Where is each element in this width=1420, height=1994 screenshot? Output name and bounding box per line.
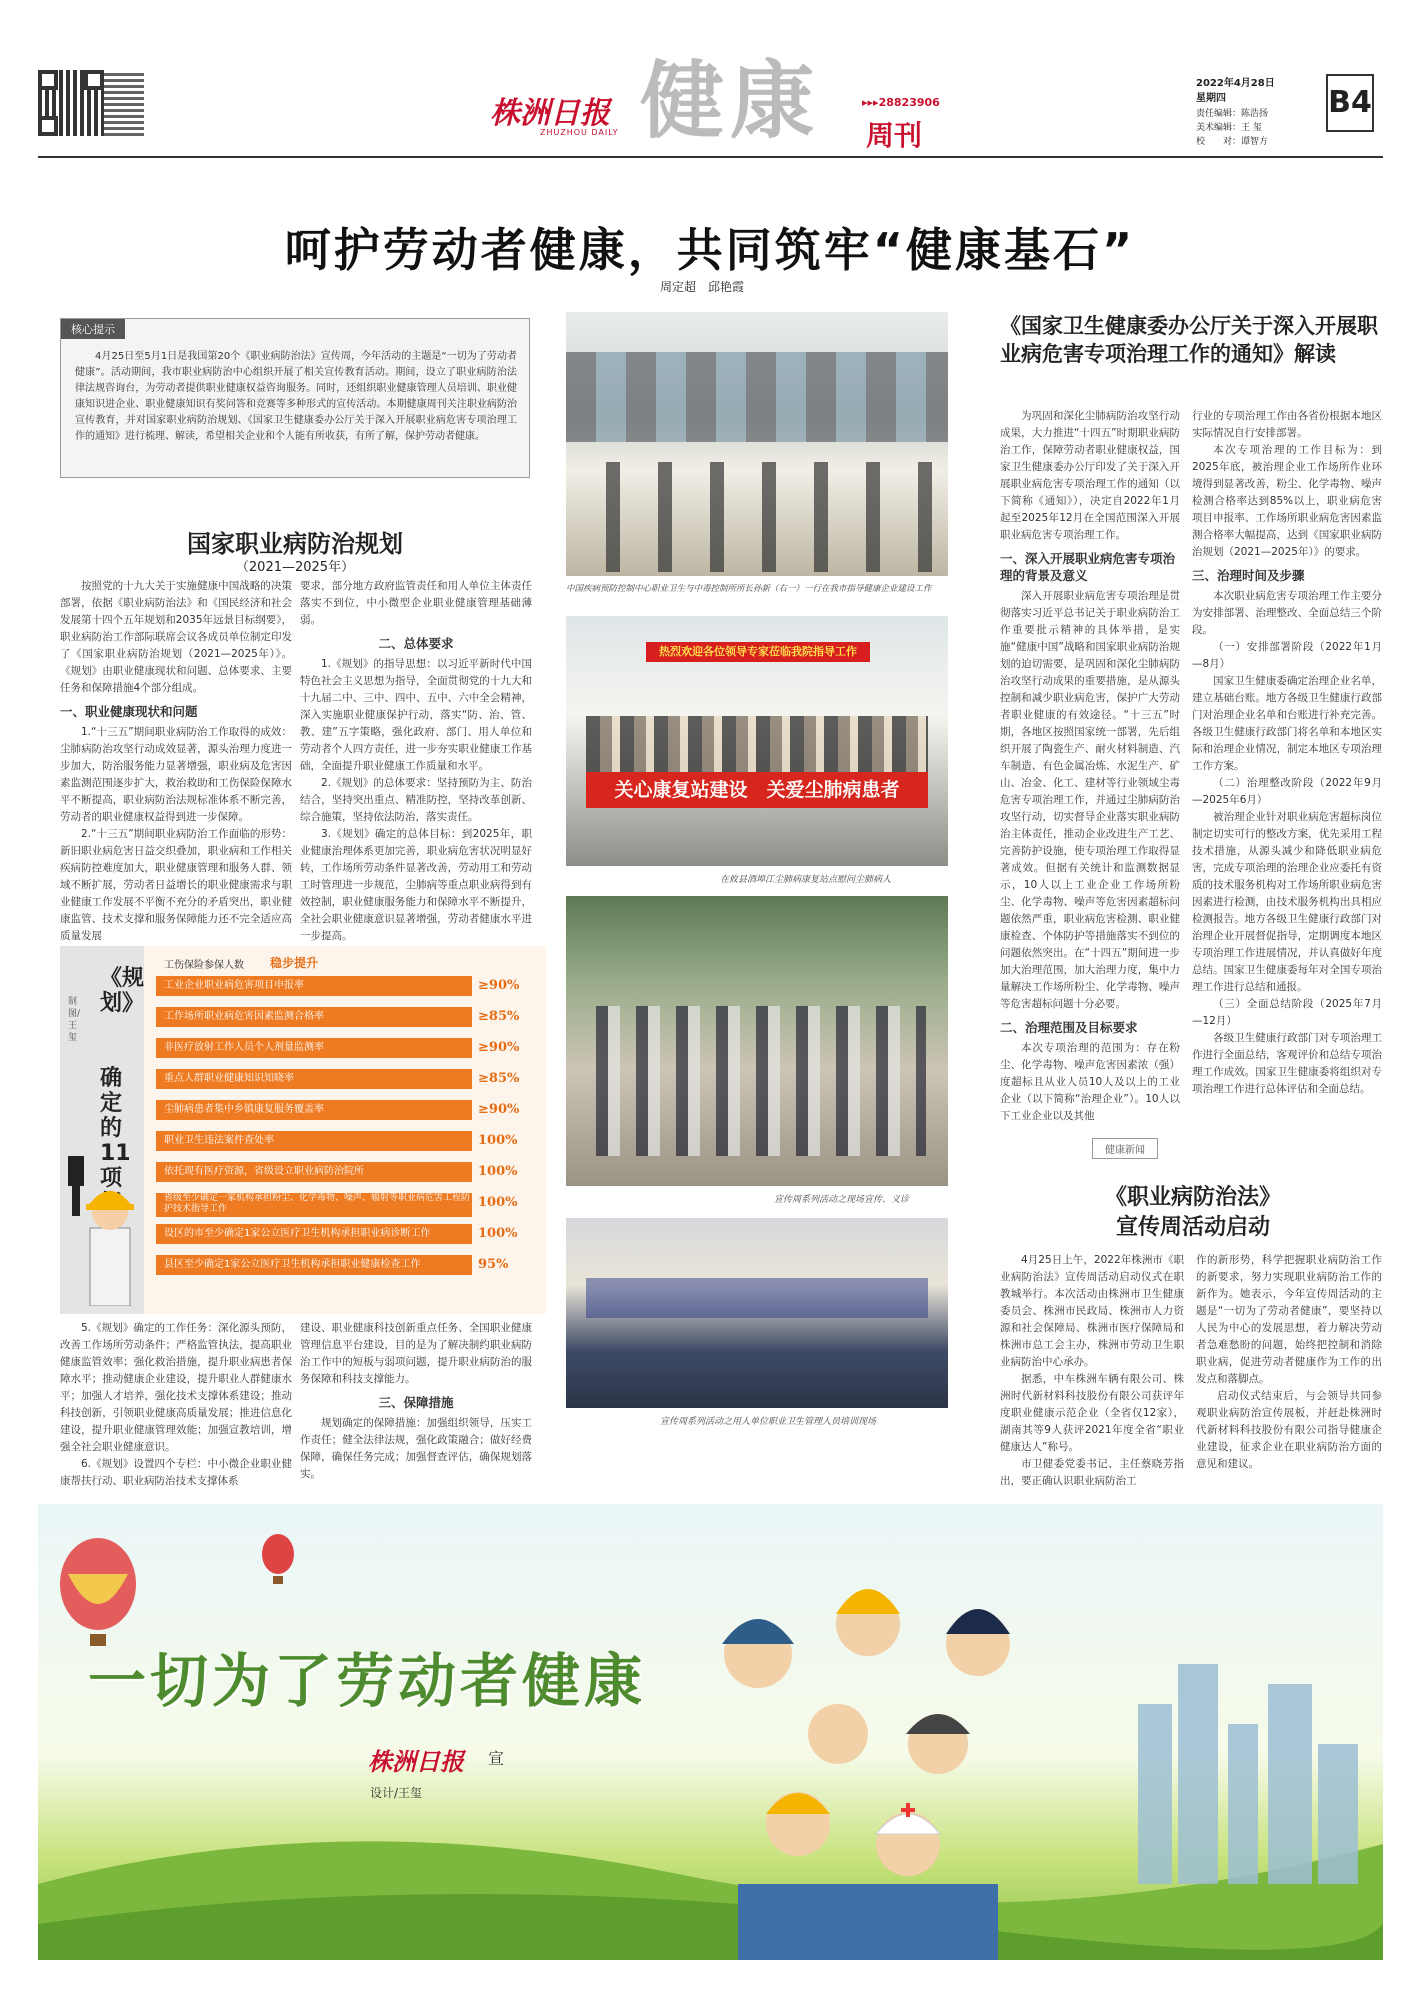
worker-figure	[68, 1156, 148, 1306]
notice-c1-p3: 本次专项治理的范围为：存在粉尘、化学毒物、噪声危害因素浓（强）度超标且从业人员10人及以上的工业企业（以下简称“治理企业”）。10人以下工业企业以及其他	[1000, 1042, 1180, 1122]
plan-c1-p2: 1.“十三五”期间职业病防治工作取得的成效：尘肺病防治攻坚行动成效显著，源头治理力度进一步加大，防治服务能力显著增强，职业病及危害因素监测范围逐步扩大，救治救助和工伤保险保障水平不断提高，职业病防治法规标准体系不断完善，劳动者的职业健康权益得到进一步保障。	[60, 726, 292, 823]
plan-c2-p3: 2.《规划》的总体要求：坚持预防为主、防治结合，坚持突出重点、精准防控，坚持改革创新、综合施策，坚持依法防治，落实责任。	[300, 777, 532, 823]
plan-c1-p1: 按照党的十九大关于实施健康中国战略的决策部署，依据《职业病防治法》和《国民经济和社会发展第十四个五年规划和2035年远景目标纲要》，职业病防治工作部际联席会议各成员单位制定印发了《国家职业病防治规划（2021—2025年）》。《规划》由职业健康现状和问题、总体要求、主要任务和保障措施4个部分组成。	[60, 580, 292, 694]
notice-c1-p1: 为巩固和深化尘肺病防治攻坚行动成果，大力推进“十四五”时期职业病防治工作，保障劳动者职业健康权益，国家卫生健康委办公厅印发了关于深入开展职业病危害专项治理工作的通知（以下简称《通知》），决定自2022年1月起至2025年12月在全国范围深入开展职业病危害专项治理工作。	[1000, 410, 1180, 541]
notice-column-2	[1192, 408, 1382, 1098]
banner-slogan: 一切为了劳动者健康	[88, 1647, 647, 1715]
notice-column-1	[1000, 408, 1180, 1125]
bottom-banner	[38, 1504, 1383, 1960]
indicator-label: 工业企业职业病危害项目申报率	[156, 976, 472, 996]
infographic-title-a: 《规划》	[100, 966, 145, 1016]
indicator-label: 县区至少确定1家公立医疗卫生机构承担职业健康检查工作	[156, 1255, 472, 1275]
news-c1-p3: 市卫健委党委书记、主任蔡晓芳指出，要正确认识职业病防治工	[1000, 1458, 1184, 1487]
headline: 呵护劳动者健康，共同筑牢“健康基石”	[284, 223, 1136, 277]
indicator-label: 非医疗放射工作人员个人剂量监测率	[156, 1038, 472, 1058]
indicator-value: 100%	[478, 1133, 518, 1148]
indicator-label: 工作场所职业病危害因素监测合格率	[156, 1007, 472, 1027]
indicator-row	[156, 1069, 536, 1089]
balloon-icon-small	[262, 1534, 294, 1584]
intro-text: 4月25日至5月1日是我国第20个《职业病防治法》宣传周，今年活动的主题是“一切为了劳动者健康”。活动期间，我市职业病防治中心组织开展了相关宣传教育活动。期间，设立了职业病防治法律法规咨询台，为劳动者提供职业健康权益咨询服务。同时，还组织职业健康管理人员培训、职业健康知识进企业、职业健康知识有奖问答和竞赛等多种形式的宣传活动。本期健康周刊关注职业病防治宣传教育，并对国家职业病防治规划、《国家卫生健康委办公厅关于深入开展职业病危害专项治理工作的通知》进行梳理、解读，希望相关企业和个人能有所收获，有所了解，保护劳动者健康。	[75, 351, 517, 442]
infographic-title-b: 确定的11项	[100, 1066, 131, 1191]
hotline-number: 28823906	[878, 96, 940, 109]
notice-c2-p8: （三）全面总结阶段（2025年7月—12月）	[1192, 998, 1382, 1027]
art-editor-credit: 美术编辑：王 玺	[1196, 123, 1262, 133]
news-column-1	[1000, 1252, 1184, 1490]
indicator-row	[156, 1007, 536, 1027]
indicator-row	[156, 1038, 536, 1058]
photo-training-caption: 宣传周系列活动之用人单位职业卫生管理人员培训现场	[660, 1417, 877, 1427]
city-skyline-icon	[1138, 1664, 1358, 1884]
paper-logo-en: ZHUZHOU DAILY	[540, 128, 619, 137]
plan-c2-heading: 二、总体要求	[378, 636, 454, 651]
issue-date: 2022年4月28日	[1196, 78, 1275, 89]
news-title-a: 《职业病防治法》	[1104, 1184, 1281, 1210]
indicator-label: 省级至少确定一家机构承担粉尘、化学毒物、噪声、辐射等职业病危害工程防护技术指导工作	[156, 1193, 472, 1217]
indicator-label: 重点人群职业健康知识知晓率	[156, 1069, 472, 1089]
news-c2-p1: 作的新形势，科学把握职业病防治工作的新要求，努力实现职业病防治工作的新作为。她表示，今年宣传周活动的主题是“一切为了劳动者健康”，要坚持以人民为中心的发展思想，着力解决劳动者急难愁盼的问题，始终把控制和消除职业病，促进劳动者健康作为工作的出发点和落脚点。	[1196, 1254, 1382, 1385]
infographic-credit: 制图/王玺	[68, 997, 81, 1043]
notice-c2-p4: （一）安排部署阶段（2022年1月—8月）	[1192, 641, 1382, 670]
qr-code-2	[104, 70, 144, 136]
plan-lower-column-2	[300, 1320, 532, 1483]
indicator-row	[156, 1224, 536, 1244]
indicator-value: ≥85%	[478, 1071, 520, 1086]
news-tag: 健康新闻	[1092, 1138, 1158, 1159]
indicator-row	[156, 1100, 536, 1120]
photo-rehab-caption: 在攸县酒埠江尘肺病康复站点慰问尘肺病人	[720, 875, 892, 885]
indicator-row	[156, 976, 536, 996]
plan-lower-c1-p2: 6.《规划》设置四个专栏：中小微企业职业健康帮扶行动、职业病防治技术支撑体系	[60, 1458, 292, 1487]
editor-credit: 责任编辑：陈浩扬	[1196, 109, 1269, 119]
balloon-icon	[60, 1538, 136, 1646]
banner-paper-name: 株洲日报	[368, 1747, 464, 1776]
proofreader-credit: 校 对：谭智方	[1196, 137, 1269, 147]
page-number: B4	[1326, 74, 1374, 132]
photo-clinic-caption: 宣传周系列活动之现场宣传、义诊	[774, 1195, 910, 1205]
news-c2-p2: 启动仪式结束后，与会领导共同参观职业病防治宣传展板，并赶赴株洲时代新材料科技股份有限公司指导健康企业建设，征求企业在职业病防治方面的意见和建议。	[1196, 1390, 1382, 1470]
plan-column-2	[300, 578, 532, 962]
notice-c1-heading-1: 一、深入开展职业病危害专项治理的背景及意义	[1000, 551, 1176, 583]
plan-c1-p3: 2.“十三五”期间职业病防治工作面临的形势：新旧职业病危害日益交织叠加，职业病和工作相关疾病防控难度加大，职业健康管理和服务人群、领域不断扩展，劳动者日益增长的职业健康需求与职业健康工作发展不平衡不充分的矛盾突出，职业健康监管、技术支撑和服务保障能力还不完全适应高质量发展	[60, 828, 292, 942]
infographic-panel	[60, 946, 546, 1314]
indicator-row	[156, 1255, 536, 1275]
indicator-value: 95%	[478, 1257, 509, 1272]
section-title: 健康	[640, 51, 821, 150]
indicator-value: ≥90%	[478, 1040, 520, 1055]
byline: 周定超 邱艳霞	[660, 280, 745, 294]
indicator-value: 100%	[478, 1164, 518, 1179]
plan-title: 国家职业病防治规划	[187, 529, 403, 558]
photo-banner-top: 热烈欢迎各位领导专家莅临我院指导工作	[646, 642, 870, 662]
notice-c2-p1: 行业的专项治理工作由各省份根据本地区实际情况自行安排部署。	[1192, 410, 1382, 439]
indicator-value: ≥90%	[478, 978, 520, 993]
infographic-head-left: 工伤保险参保人数	[164, 960, 244, 971]
photo-clinic	[566, 896, 948, 1186]
indicator-value: 100%	[478, 1226, 518, 1241]
plan-subtitle: （2021—2025年）	[235, 560, 355, 575]
plan-lower-c1-p1: 5.《规划》确定的工作任务：深化源头预防，改善工作场所劳动条件；严格监管执法，提高职业健康监管效率；强化救治措施，提升职业病患者保障水平；推动健康企业建设，提升职业人群健康水平；加强人才培养，强化技术支撑体系建设；推动科技创新，引领职业健康高质量发展；推进信息化建设，提升职业健康管理效能；加强宣教培训，增强全社会职业健康意识。	[60, 1322, 292, 1453]
indicator-label: 设区的市至少确定1家公立医疗卫生机构承担职业病诊断工作	[156, 1224, 472, 1244]
section-suffix: 周刊	[866, 119, 923, 152]
workers-group-icon	[722, 1589, 1010, 1960]
indicator-label: 尘肺病患者集中乡镇康复服务覆盖率	[156, 1100, 472, 1120]
banner-publicize: 宣	[488, 1749, 505, 1768]
indicator-value: 100%	[478, 1195, 518, 1210]
notice-c1-p2: 深入开展职业病危害专项治理是贯彻落实习近平总书记关于职业病防治工作重要批示精神的具体举措，是实施“健康中国”战略和国家职业病防治规划的迫切需要，是巩固和深化尘肺病防治攻坚行动成果的重要措施，是从源头控制和减少职业病危害，保护广大劳动者职业健康的有效途径。“十三五”时期，各地区按照国家统一部署，先后组织开展了陶瓷生产、耐火材料制造、汽车制造、有色金属冶炼、水泥生产、矿山、冶金、化工、建材等行业领域尘毒危害专项治理工作，并通过尘肺病防治攻坚行动，切实督导企业落实职业病防治主体责任，推动企业改进生产工艺、完善防护设施，使专项治理工作取得显著成效。但据有关统计和监测数据显示，10人以上工业企业工作场所粉尘、化学毒物、噪声等危害因素超标问题依然严重，职业病危害检测、职业健康检查、个体防护等措施落实不到位的问题依然突出。在“十四五”期间进一步加大治理范围，加大治理力度，集中力量解决工作场所粉尘、化学毒物、噪声等危害超标问题十分必要。	[1000, 590, 1180, 1010]
plan-c2-p1: 要求，部分地方政府监管责任和用人单位主体责任落实不到位，中小微型企业职业健康管理基础薄弱。	[300, 580, 532, 626]
indicator-row	[156, 1193, 536, 1213]
photo-banner: 关心康复站建设 关爱尘肺病患者	[586, 772, 928, 808]
news-c1-p2: 据悉，中车株洲车辆有限公司、株洲时代新材料科技股份有限公司获评年度职业健康示范企业（全省仅12家），湖南其等9人获评2021年度全省“职业健康达人”称号。	[1000, 1373, 1184, 1453]
photo-rehab-station	[566, 616, 948, 866]
plan-c2-p2: 1.《规划》的指导思想：以习近平新时代中国特色社会主义思想为指导，全面贯彻党的十九大和十九届二中、三中、四中、五中、六中全会精神，深入实施职业健康保护行动，落实“防、治、管、教、建”五字策略，强化政府、部门、用人单位和劳动者个人四方责任，进一步夯实职业健康工作基础，全面提升职业健康工作质量和水平。	[300, 658, 532, 772]
intro-tag: 核心提示	[61, 319, 125, 339]
notice-c2-p2: 本次专项治理的工作目标为：到2025年底，被治理企业工作场所作业环境得到显著改善，粉尘、化学毒物、噪声检测合格率达到85%以上，职业病危害项目申报率、工作场所职业病危害因素监测合格率大幅提高，达到《国家职业病防治规划（2021—2025年）》的要求。	[1192, 444, 1382, 558]
banner-illustration	[38, 1504, 1383, 1960]
hotline: ▸▸▸28823906	[862, 96, 940, 109]
plan-lower-c2-p1: 建设、职业健康科技创新重点任务、全国职业健康管理信息平台建设，目的是为了解决制约职业病防治工作中的短板与弱项问题，提升职业病防治的服务保障和科技支撑能力。	[300, 1322, 532, 1385]
photo-training	[566, 1218, 948, 1408]
notice-c2-p3: 本次职业病危害专项治理工作主要分为安排部署、治理整改、全面总结三个阶段。	[1192, 590, 1382, 636]
notice-c1-heading-2: 二、治理范围及目标要求	[1000, 1020, 1138, 1035]
infographic-head-right: 稳步提升	[270, 956, 319, 970]
notice-c2-p6: （二）治理整改阶段（2022年9月—2025年6月）	[1192, 777, 1382, 806]
paper-logo: 株洲日报	[490, 96, 610, 131]
plan-c2-p4: 3.《规划》确定的总体目标：到2025年，职业健康治理体系更加完善，职业病危害状况明显好转，工作场所劳动条件显著改善，劳动用工和劳动工时管理进一步规范，尘肺病等重点职业病得到有效控制，职业健康服务能力和保障水平不断提升，全社会职业健康意识显著增强，劳动者健康水平进一步提高。	[300, 828, 532, 942]
issue-weekday: 星期四	[1196, 93, 1226, 104]
indicator-row	[156, 1162, 536, 1182]
news-title-b: 宣传周活动启动	[1115, 1214, 1270, 1240]
indicator-value: ≥85%	[478, 1009, 520, 1024]
news-column-2	[1196, 1252, 1382, 1473]
plan-lower-c2-heading: 三、保障措施	[378, 1395, 454, 1410]
intro-box	[60, 318, 530, 478]
notice-c2-heading: 三、治理时间及步骤	[1192, 568, 1305, 583]
notice-c2-p5: 国家卫生健康委确定治理企业名单，建立基础台账。地方各级卫生健康行政部门对治理企业名单和台账进行补充完善。各级卫生健康行政部门将名单和本地区实际和治理企业情况，制定本地区专项治理工作方案。	[1192, 675, 1382, 772]
plan-lower-c2-p2: 规划确定的保障措施：加强组织领导，压实工作责任；健全法律法规，强化政策融合；做好经费保障，确保任务完成；加强督查评估，确保规划落实。	[300, 1417, 532, 1480]
banner-credit: 设计/王玺	[370, 1786, 423, 1800]
photo-showroom-caption: 中国疾病预防控制中心职业卫生与中毒控制所所长孙新（右一）一行在我市指导健康企业建设工作	[566, 584, 932, 594]
indicator-label: 职业卫生违法案件查处率	[156, 1131, 472, 1151]
header-rule	[38, 156, 1383, 158]
indicator-value: ≥90%	[478, 1102, 520, 1117]
notice-c2-p7: 被治理企业针对职业病危害超标岗位制定切实可行的整改方案，优先采用工程技术措施，从源头减少和降低职业病危害，完成专项治理的治理企业应委托有资质的技术服务机构对工作场所职业病危害因素进行检测，由技术服务机构出具相应检测报告。地方各级卫生健康行政部门对治理企业开展督促指导，定期调度本地区专项治理工作进展情况，并认真做好年度总结。国家卫生健康委每年对全国专项治理工作进行总结和通报。	[1192, 811, 1382, 993]
photo-showroom	[566, 312, 948, 576]
indicator-label: 依托现有医疗资源，省级设立职业病防治院所	[156, 1162, 472, 1182]
notice-title: 《国家卫生健康委办公厅关于深入开展职业病危害专项治理工作的通知》解读	[1000, 313, 1378, 366]
worker-illustration	[68, 1156, 148, 1306]
news-c1-p1: 4月25日上午，2022年株洲市《职业病防治法》宣传周活动启动仪式在职教城举行。本次活动由株洲市卫生健康委员会、株洲市民政局、株洲市人力资源和社会保障局、株洲市医疗保障局和株洲市总工会主办，株洲市劳动卫生职业病防治中心承办。	[1000, 1254, 1184, 1368]
plan-column-1	[60, 578, 292, 945]
plan-c1-heading: 一、职业健康现状和问题	[60, 704, 198, 719]
plan-lower-column-1	[60, 1320, 292, 1490]
qr-code	[38, 70, 104, 136]
notice-c2-p9: 各级卫生健康行政部门对专项治理工作进行全面总结，客观评价和总结专项治理工作成效。国家卫生健康委将组织对专项治理工作进行总体评估和全面总结。	[1192, 1032, 1382, 1095]
indicator-row	[156, 1131, 536, 1151]
